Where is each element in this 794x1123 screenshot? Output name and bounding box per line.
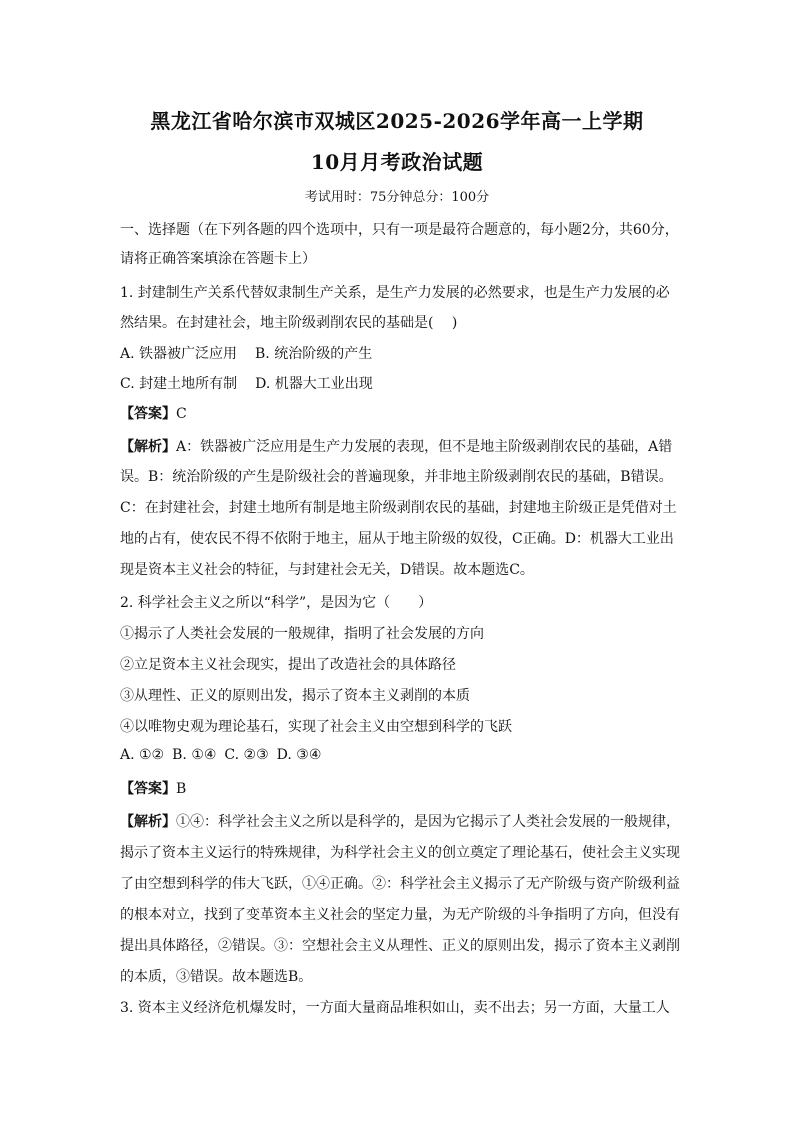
section-heading-line2: 请将正确答案填涂在答题卡上） <box>120 251 316 267</box>
q2-option-a: A. ①② <box>120 747 165 763</box>
document-title-line1: 黑龙江省哈尔滨市双城区2025-2026学年高一上学期 <box>150 109 644 133</box>
q2-item1: ①揭示了人类社会发展的一般规律，指明了社会发展的方向 <box>120 626 484 642</box>
q1-options-row2 <box>120 373 373 393</box>
q1-options-row1 <box>120 343 372 363</box>
q2-analysis-text1: ①④：科学社会主义之所以是科学的，是因为它揭示了人类社会发展的一般规律， <box>176 814 680 830</box>
q1-option-d: D. 机器大工业出现 <box>255 376 373 392</box>
q2-analysis-line4: 的根本对立，找到了变革资本主义社会的坚定力量，为无产阶级的斗争指明了方向，但没有 <box>120 907 680 923</box>
q2-answer-tag: 【答案】 <box>120 781 176 797</box>
q2-options <box>120 747 321 763</box>
q1-analysis-line1 <box>120 436 672 456</box>
q2-analysis-tag: 【解析】 <box>120 814 176 830</box>
q1-analysis-text1: A：铁器被广泛应用是生产力发展的表现，但不是地主阶级剥削农民的基础，A错 <box>176 439 673 455</box>
q1-answer <box>120 403 187 423</box>
q1-analysis-line3: C：在封建社会，封建土地所有制是地主阶级剥削农民的基础，封建地主阶级正是凭借对土 <box>120 500 677 516</box>
q2-answer <box>120 778 186 798</box>
q2-analysis-line3: 了由空想到科学的伟大飞跃，①④正确。②：科学社会主义揭示了无产阶级与资产阶级利益 <box>120 876 680 892</box>
q1-option-c: C. 封建土地所有制 <box>120 376 238 392</box>
q1-option-a: A. 铁器被广泛应用 <box>120 346 238 362</box>
q1-analysis-line5: 现是资本主义社会的特征，与封建社会无关，D错误。故本题选C。 <box>120 562 534 578</box>
document-title-line2: 10月月考政治试题 <box>310 150 484 174</box>
q1-stem-line1: 1. 封建制生产关系代替奴隶制生产关系，是生产力发展的必然要求，也是生产力发展的必 <box>120 285 670 301</box>
q2-option-b: B. ①④ <box>172 747 217 763</box>
section-heading-line1: 一、选择题（在下列各题的四个选项中，只有一项是最符合题意的，每小题2分，共60分， <box>120 222 679 238</box>
q2-answer-value: B <box>176 781 187 797</box>
q2-item3: ③从理性、正义的原则出发，揭示了资本主义剥削的本质 <box>120 688 470 704</box>
exam-meta: 考试用时：75分钟总分：100分 <box>304 190 490 205</box>
q1-analysis-line2: 误。B：统治阶级的产生是阶级社会的普遍现象，并非地主阶级剥削农民的基础，B错误。 <box>120 469 673 485</box>
q2-analysis-line6: 的本质，③错误。故本题选B。 <box>120 969 313 985</box>
q2-item4: ④以唯物史观为理论基石，实现了社会主义由空想到科学的飞跃 <box>120 719 512 735</box>
q2-analysis-line2: 揭示了资本主义运行的特殊规律，为科学社会主义的创立奠定了理论基石，使社会主义实现 <box>120 845 680 861</box>
q1-stem-line2: 然结果。在封建社会，地主阶级剥削农民的基础是( ) <box>120 315 458 331</box>
q3-stem-line1: 3. 资本主义经济危机爆发时，一方面大量商品堆积如山，卖不出去；另一方面，大量工人 <box>120 1000 670 1016</box>
q2-stem: 2. 科学社会主义之所以“科学”，是因为它（ ） <box>120 595 433 611</box>
q2-option-d: D. ③④ <box>276 747 322 763</box>
q1-answer-tag: 【答案】 <box>120 406 176 422</box>
q1-analysis-tag: 【解析】 <box>120 439 176 455</box>
q1-analysis-line4: 地的占有，使农民不得不依附于地主，屈从于地主阶级的奴役，C正确。D：机器大工业出 <box>120 531 674 547</box>
q1-option-b: B. 统治阶级的产生 <box>255 346 373 362</box>
q2-item2: ②立足资本主义社会现实，提出了改造社会的具体路径 <box>120 657 456 673</box>
q2-option-c: C. ②③ <box>224 747 269 763</box>
q2-analysis-line5: 提出具体路径，②错误。③：空想社会主义从理性、正义的原则出发，揭示了资本主义剥削 <box>120 938 680 954</box>
q2-analysis-line1 <box>120 811 680 831</box>
q1-answer-value: C <box>176 406 187 422</box>
